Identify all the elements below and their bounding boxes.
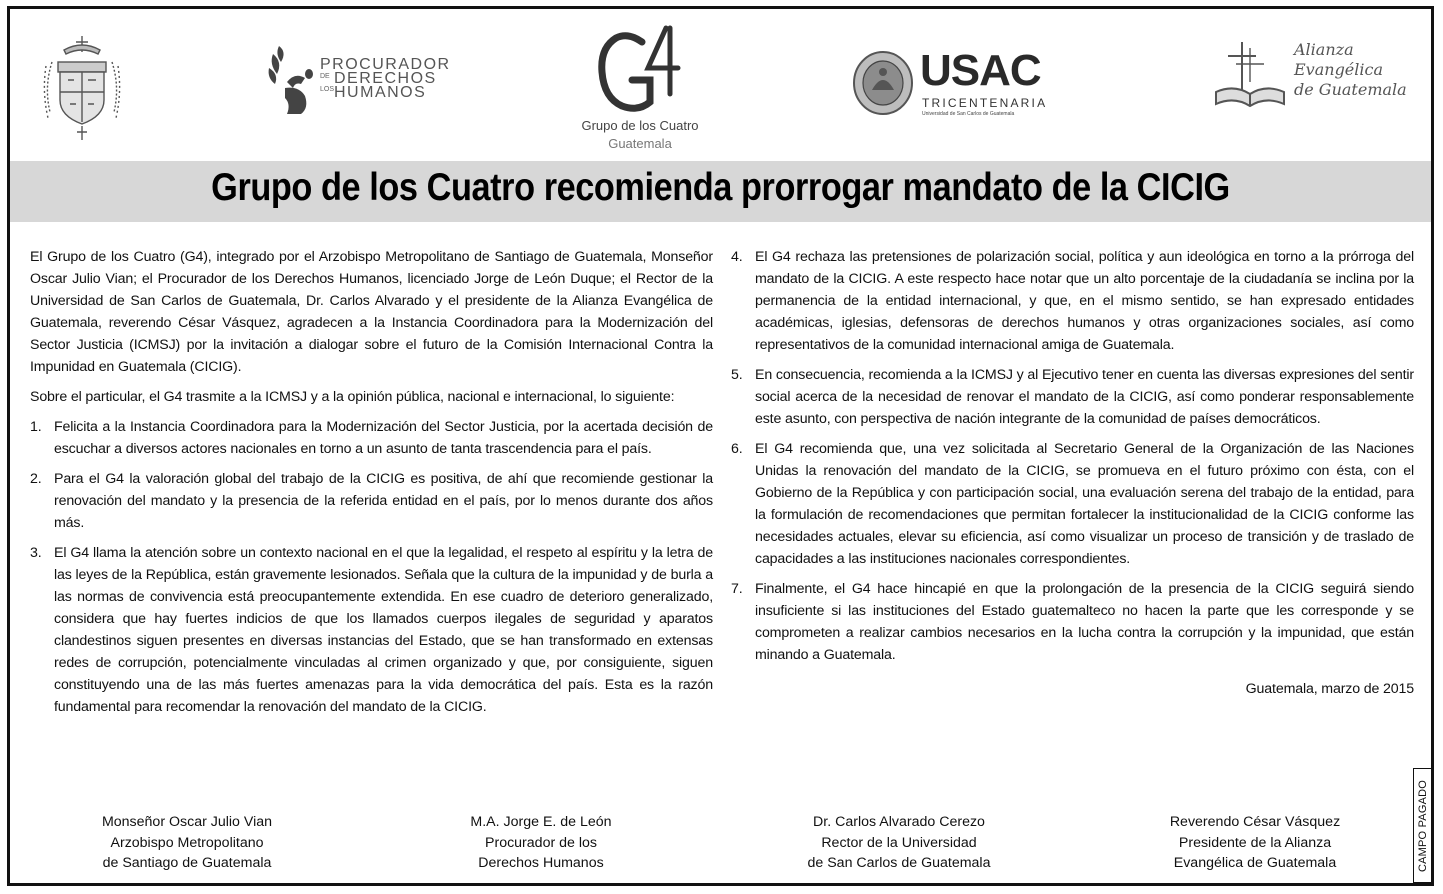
signature-block xyxy=(57,812,317,874)
paid-space-label xyxy=(1413,768,1432,883)
coat-of-arms-icon xyxy=(42,32,122,144)
intro-paragraph: El Grupo de los Cuatro (G4), integrado por el Arzobispo Metropolitano de Santiago de Guatemala, Monseñor Oscar Julio Vian; el Procurador de los Derechos Humanos, licenciado Jorge de León Duque; el Rector de la Universidad de San Carlos de Guatemala, Dr. Carlos Alvarado y el presidente de la Alianza Evangélica de Guatemala, reverendo César Vásquez, agradecen a la Instancia Coordinadora para la Modernización del Sector Justicia (ICMSJ) por la invitación a dialogar sobre el futuro de la Comisión Internacional Contra la Impunidad en Guatemala (CICIG). xyxy=(30,249,713,375)
item-text: Felicita a la Instancia Coordinadora para la Modernización del Sector Justicia, por la acertada decisión de escuchar a diversos actores nacionales en torno a un asunto de tanta trascendencia para el país. xyxy=(54,419,713,457)
item-number: 7. xyxy=(731,581,743,597)
intro2-paragraph: Sobre el particular, el G4 trasmite a la ICMSJ y a la opinión pública, nacional e internacional, lo siguiente: xyxy=(30,389,675,405)
item-number: 6. xyxy=(731,441,743,457)
cross-book-icon xyxy=(1210,38,1290,114)
usac-tiny: Universidad de San Carlos de Guatemala xyxy=(922,111,1015,117)
item-text: Finalmente, el G4 hace hincapié en que la prolongación de la presencia de la CICIG seguirá siendo insuficiente si las instituciones del Estado guatemalteco no hacen la parte que les corresponde y se comprometen a realizar cambios necesarios en la lucha contra la corrupción y la impunidad, que están minando a Guatemala. xyxy=(755,581,1414,663)
g4-caption2: Guatemala xyxy=(608,136,672,151)
usac-logo xyxy=(852,46,1072,130)
list-item xyxy=(731,364,1414,430)
g4-caption1: Grupo de los Cuatro xyxy=(581,118,699,133)
item-text: El G4 recomienda que, una vez solicitada al Secretario General de la Organización de las Naciones Unidas la renovación del mandato de la CICIG, se promueva en el futuro próximo con ésta, con el Gobierno de la República y con participación social, una evaluación serena del trabajo de la entidad, para la formulación de recomendaciones que permitan fortalecer la institucionalidad de la CICIG conforme las necesidades actuales, elevar su eficiencia, así como visualizar un proceso de transición y de traslado de capacidades a las instituciones nacionales correspondientes. xyxy=(755,441,1414,567)
pdh-line2: DERECHOS xyxy=(334,70,437,87)
item-number: 3. xyxy=(30,545,42,561)
usac-name: USAC xyxy=(920,46,1041,95)
g4-mark-icon xyxy=(570,24,710,120)
signature-block xyxy=(769,812,1029,874)
flame-figure-icon xyxy=(265,42,320,122)
list-item xyxy=(30,416,713,460)
signatory-role: Derechos Humanos xyxy=(478,855,604,871)
item-number: 2. xyxy=(30,471,42,487)
signatory-name: M.A. Jorge E. de León xyxy=(470,814,612,830)
archdiocese-coat-of-arms-logo xyxy=(42,32,122,144)
paid-space-text: CAMPO PAGADO xyxy=(1416,779,1429,872)
signatory-role: Presidente de la Alianza xyxy=(1178,834,1332,851)
usac-sub: TRICENTENARIA xyxy=(922,96,1048,110)
alianza-logo xyxy=(1210,38,1410,118)
signatory-name: Dr. Carlos Alvarado Cerezo xyxy=(813,814,985,830)
place-date: Guatemala, marzo de 2015 xyxy=(1245,681,1414,697)
signatory-role: Evangélica de Guatemala xyxy=(1173,855,1337,871)
right-column xyxy=(731,246,1414,700)
item-text: El G4 rechaza las pretensiones de polarización social, política y aun ideológica en torno a la prórroga del mandato de la CICIG. A este respecto hace notar que un alto porcentaje de la ciudadanía se inclina por la permanencia de la entidad internacional, y que, en el mismo sentido, se han expresado entidades académicas, iglesias, defensoras de derechos humanos y otras organizaciones sociales, así como representativos de la comunidad internacional amiga de Guatemala. xyxy=(755,249,1414,353)
item-number: 1. xyxy=(30,419,42,435)
alianza-line1: Alianza xyxy=(1294,40,1354,59)
g4-logo xyxy=(570,24,710,160)
signatory-role: Rector de la Universidad xyxy=(821,834,977,851)
list-item xyxy=(731,246,1414,356)
item-text: En consecuencia, recomienda a la ICMSJ y al Ejecutivo tener en cuenta las diversas expresiones del sentir social acerca de la necesidad de renovar el mandato de la CICIG, así como ponderar responsablemente este asunto, con perspectiva de nación integrante de la comunidad de países democráticos. xyxy=(755,367,1414,427)
item-number: 5. xyxy=(731,367,743,383)
item-text: Para el G4 la valoración global del trabajo de la CICIG es positiva, de ahí que recomiende gestionar la renovación del mandato y la presencia de la referida entidad en el país, por lo menos durante dos años más. xyxy=(54,471,713,531)
item-text: El G4 llama la atención sobre un contexto nacional en el que la legalidad, el respeto al espíritu y la letra de las leyes de la República, están gravemente lesionados. Señala que la cultura de la impunidad y de burla a las normas de convivencia está preocupantemente extendida. En ese cuadro de deterioro generalizado, considera que hay fuertes indicios de que los llamados cuerpos ilegales de seguridad y aparatos clandestinos siguen presentes en diversas instancias del Estado, que se han transformado en extensas redes de corrupción, potencialmente vinculadas al crimen organizado y que, por consiguiente, siguen constituyendo una de las más fuertes amenazas para la vida democrática del país. Esta es la razón fundamental para recomendar la renovación del mandato de la CICIG. xyxy=(54,545,713,715)
list-item xyxy=(30,468,713,534)
pdh-line3: HUMANOS xyxy=(334,84,427,101)
left-column xyxy=(30,246,713,726)
signature-block xyxy=(1125,812,1385,874)
signatory-role: Arzobispo Metropolitano xyxy=(110,834,264,851)
headline: Grupo de los Cuatro recomienda prorrogar mandato de la CICIG xyxy=(211,166,1230,209)
list-item xyxy=(731,578,1414,666)
list-item xyxy=(731,438,1414,570)
signature-block xyxy=(411,812,671,874)
pdh-los: LOS xyxy=(320,86,335,93)
signatory-role: de San Carlos de Guatemala xyxy=(807,855,991,871)
signatory-role: de Santiago de Guatemala xyxy=(102,855,272,871)
signatory-name: Reverendo César Vásquez xyxy=(1169,814,1341,830)
usac-seal-icon xyxy=(852,50,914,116)
alianza-line3: de Guatemala xyxy=(1294,80,1407,99)
signatory-name: Monseñor Oscar Julio Vian xyxy=(101,814,273,830)
logos-row xyxy=(10,10,1431,160)
pdh-de: DE xyxy=(320,73,330,80)
pdh-logo xyxy=(265,42,451,122)
list-item xyxy=(30,542,713,718)
alianza-line2: Evangélica xyxy=(1294,60,1384,79)
pdh-line1: PROCURADOR xyxy=(320,56,451,73)
signatory-role: Procurador de los xyxy=(485,834,597,851)
item-number: 4. xyxy=(731,249,743,265)
headline-banner xyxy=(10,161,1431,222)
